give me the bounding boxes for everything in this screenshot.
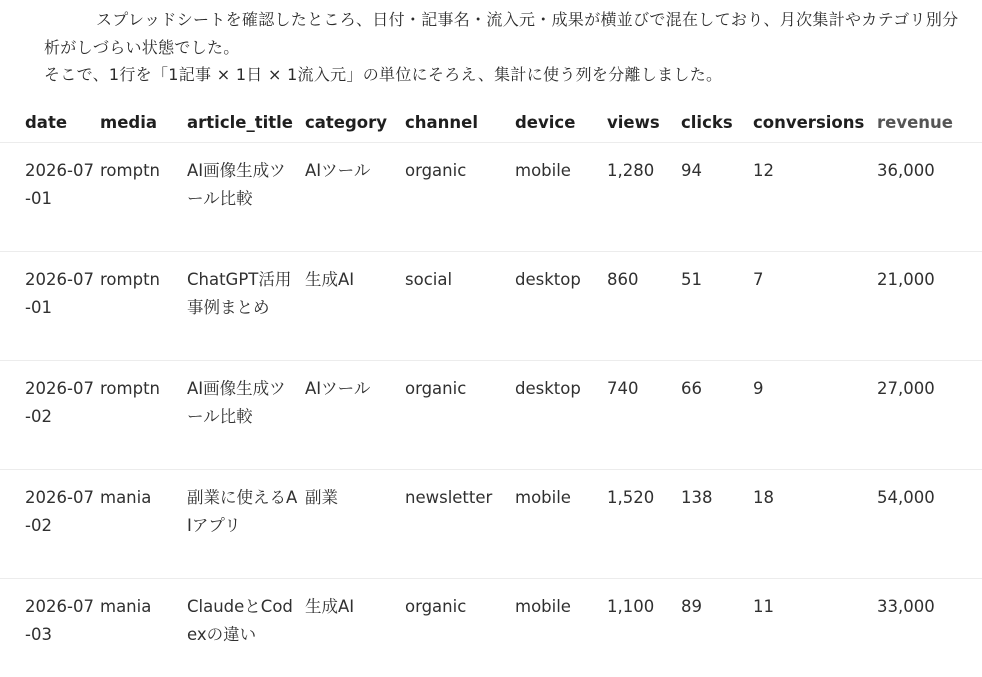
table-row (0, 143, 982, 252)
cell-category: 生成AI (305, 597, 355, 616)
cell-clicks: 89 (681, 597, 702, 616)
cell-revenue: 33,000 (877, 597, 935, 616)
cell-media: romptn (100, 143, 187, 252)
cell-clicks: 66 (681, 361, 753, 470)
cell-category: AIツール (305, 143, 405, 252)
cell-clicks: 51 (681, 252, 753, 361)
table-row (0, 579, 982, 677)
cell-date: 2026-07-03 (25, 597, 94, 644)
cell-date: 2026-07-02 (0, 470, 100, 579)
header-conversions: conversions (753, 105, 877, 143)
cell-category: 副業 (305, 470, 405, 579)
cell-device: mobile (515, 143, 607, 252)
header-channel: channel (405, 105, 515, 143)
cell-revenue: 36,000 (877, 143, 982, 252)
cell-revenue: 21,000 (877, 252, 982, 361)
cell-views: 860 (607, 252, 681, 361)
header-device: device (515, 105, 607, 143)
cell-device: desktop (515, 252, 607, 361)
cell-media: romptn (100, 252, 187, 361)
cell-channel: organic (405, 361, 515, 470)
cell-views: 1,100 (607, 597, 655, 616)
cell-date: 2026-07-01 (0, 252, 100, 361)
cell-article-title: ClaudeとCodexの違い (187, 597, 293, 644)
header-article-title: article_title (187, 105, 305, 143)
table-row (0, 252, 982, 361)
cell-channel: social (405, 252, 515, 361)
cell-media: mania (100, 470, 187, 579)
cell-conversions: 18 (753, 470, 877, 579)
cell-article-title: AI画像生成ツール比較 (187, 143, 305, 252)
intro-text (0, 6, 982, 89)
data-table (0, 105, 982, 677)
cell-channel: newsletter (405, 470, 515, 579)
table-row (0, 470, 982, 579)
cell-conversions: 11 (753, 597, 774, 616)
cell-media: romptn (100, 361, 187, 470)
header-clicks: clicks (681, 105, 753, 143)
cell-conversions: 9 (753, 361, 877, 470)
cell-clicks: 94 (681, 143, 753, 252)
intro-paragraph-1: スプレッドシートを確認したところ、日付・記事名・流入元・成果が横並びで混在しており、月次集計やカテゴリ別分析がしづらい状態でした。 (44, 10, 959, 57)
header-revenue: revenue (877, 105, 982, 143)
header-media: media (100, 105, 187, 143)
table-header-row (0, 105, 982, 143)
cell-device: mobile (515, 597, 571, 616)
cell-conversions: 7 (753, 252, 877, 361)
cell-media: mania (100, 597, 152, 616)
cell-views: 1,280 (607, 143, 681, 252)
cell-date: 2026-07-02 (0, 361, 100, 470)
cell-category: 生成AI (305, 252, 405, 361)
cell-article-title: AI画像生成ツール比較 (187, 361, 305, 470)
header-date: date (0, 105, 100, 143)
cell-views: 740 (607, 361, 681, 470)
cell-date: 2026-07-01 (0, 143, 100, 252)
table-row (0, 361, 982, 470)
cell-conversions: 12 (753, 143, 877, 252)
intro-paragraph-2: そこで、1行を「1記事 × 1日 × 1流入元」の単位にそろえ、集計に使う列を分離しました。 (44, 65, 723, 84)
header-category: category (305, 105, 405, 143)
cell-revenue: 54,000 (877, 470, 982, 579)
cell-channel: organic (405, 597, 467, 616)
cell-device: desktop (515, 361, 607, 470)
cell-category: AIツール (305, 361, 405, 470)
cell-clicks: 138 (681, 470, 753, 579)
cell-views: 1,520 (607, 470, 681, 579)
cell-revenue: 27,000 (877, 361, 982, 470)
cell-device: mobile (515, 470, 607, 579)
cell-article-title: ChatGPT活用事例まとめ (187, 252, 305, 361)
header-views: views (607, 105, 681, 143)
cell-channel: organic (405, 143, 515, 252)
cell-article-title: 副業に使えるAIアプリ (187, 470, 305, 579)
